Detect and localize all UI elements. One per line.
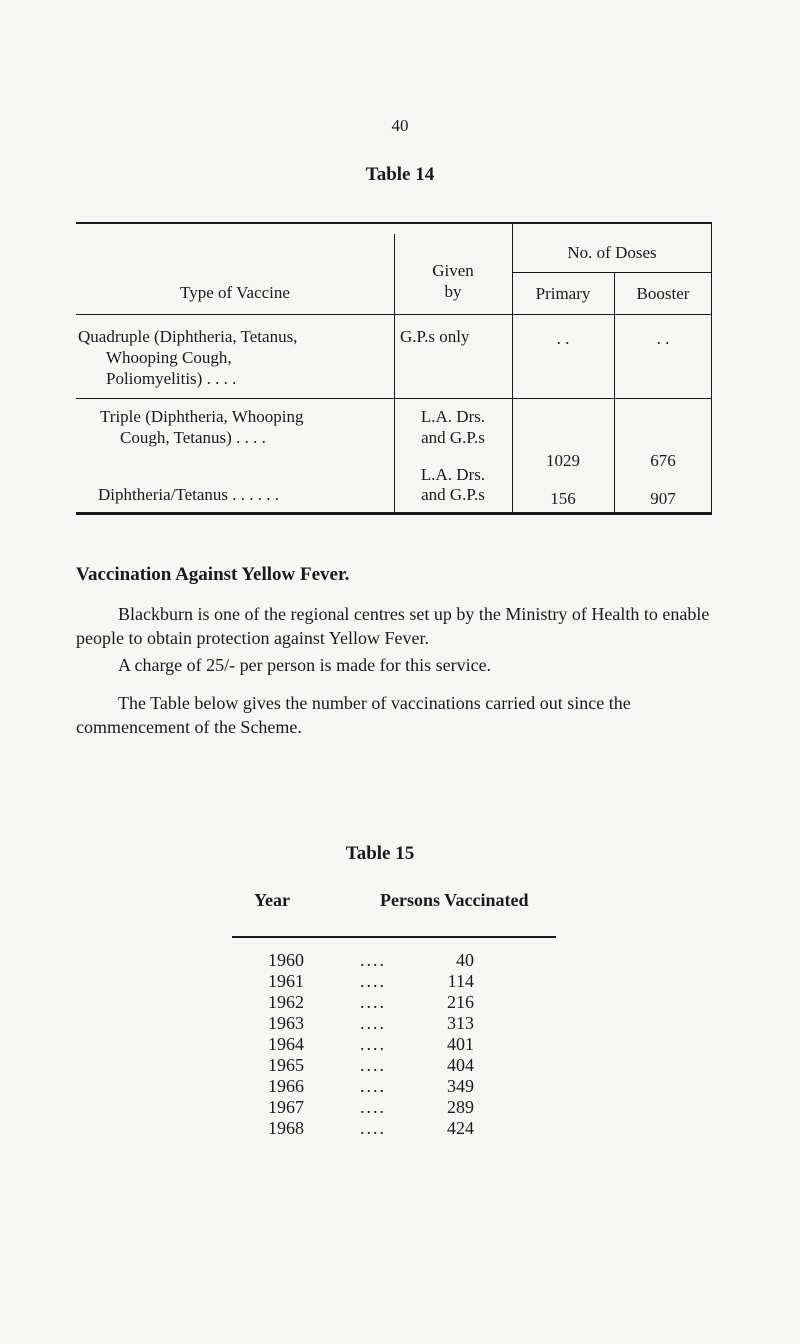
table-rule	[76, 222, 712, 224]
table-row	[0, 971, 800, 992]
row-3-type-line-1: Diphtheria/Tetanus . . . . . .	[98, 485, 280, 504]
dot-leader: ....	[360, 992, 386, 1012]
dot-leader: ....	[360, 971, 386, 991]
dot-leader: ....	[360, 1013, 386, 1033]
dot-leader: ....	[360, 1055, 386, 1075]
persons-cell: 313	[447, 1013, 474, 1033]
row-2-given-line-1: L.A. Drs.	[420, 407, 486, 426]
persons-cell: 404	[447, 1055, 474, 1075]
header-given: Given	[432, 261, 474, 280]
table-rule	[614, 272, 615, 514]
year-cell: 1964	[268, 1034, 304, 1054]
row-2-primary: 1029	[546, 451, 580, 470]
row-3-given-line-1: L.A. Drs.	[420, 465, 486, 484]
table-14-title: Table 14	[365, 164, 435, 185]
row-1-type-line-2: Whooping Cough,	[106, 348, 232, 367]
dot-leader: ....	[360, 1097, 386, 1117]
table-row	[0, 1076, 800, 1097]
dot-leader: ....	[360, 1076, 386, 1096]
dot-leader: ....	[360, 950, 386, 970]
table-rule	[232, 936, 556, 938]
table-row	[0, 1013, 800, 1034]
table-row	[0, 992, 800, 1013]
year-cell: 1963	[268, 1013, 304, 1033]
year-cell: 1966	[268, 1076, 304, 1096]
year-cell: 1967	[268, 1097, 304, 1117]
row-1-type-line-1: Quadruple (Diphtheria, Tetanus,	[78, 327, 298, 346]
header-persons-vaccinated: Persons Vaccinated	[380, 890, 529, 910]
row-2-given-line-2: and G.P.s	[421, 428, 485, 447]
header-booster: Booster	[636, 284, 690, 303]
header-year: Year	[254, 890, 290, 910]
persons-cell: 289	[447, 1097, 474, 1117]
table-row	[0, 1034, 800, 1055]
year-cell: 1961	[268, 971, 304, 991]
table-row	[0, 1055, 800, 1076]
persons-cell: 424	[447, 1118, 474, 1138]
row-2-type-line-2: Cough, Tetanus) . . . .	[120, 428, 266, 447]
page-number: 40	[391, 116, 409, 135]
year-cell: 1968	[268, 1118, 304, 1138]
table-row	[0, 1118, 800, 1139]
table-row	[0, 1097, 800, 1118]
persons-cell: 114	[447, 971, 474, 991]
header-primary: Primary	[535, 284, 591, 303]
row-1-type-line-3: Poliomyelitis) . . . .	[106, 369, 237, 388]
paragraph-1: Blackburn is one of the regional centres set up by the Ministry of Health to enable people to obtain protection against Yellow Fever.	[76, 604, 710, 648]
persons-cell: 401	[447, 1034, 474, 1054]
header-type-of-vaccine: Type of Vaccine	[180, 283, 290, 302]
persons-cell: 216	[447, 992, 474, 1012]
year-cell: 1965	[268, 1055, 304, 1075]
year-cell: 1962	[268, 992, 304, 1012]
row-3-primary: 156	[550, 489, 576, 508]
header-by: by	[444, 282, 462, 301]
row-1-given: G.P.s only	[400, 327, 470, 346]
table-14	[76, 222, 712, 514]
row-1-booster: . .	[656, 329, 670, 348]
header-no-of-doses: No. of Doses	[567, 243, 657, 262]
dot-leader: ....	[360, 1034, 386, 1054]
table-15-title: Table 15	[345, 843, 415, 864]
row-1-primary: . .	[556, 329, 570, 348]
persons-cell: 40	[456, 950, 474, 970]
paragraph-2: A charge of 25/- per person is made for this service.	[118, 655, 492, 675]
persons-cell: 349	[447, 1076, 474, 1096]
table-row	[0, 950, 800, 971]
section-heading: Vaccination Against Yellow Fever.	[76, 564, 350, 585]
row-2-type-line-1: Triple (Diphtheria, Whooping	[100, 407, 304, 426]
paragraph-3: The Table below gives the number of vaccinations carried out since the commencement of the Scheme.	[76, 693, 631, 737]
row-2-booster: 676	[650, 451, 676, 470]
row-3-given-line-2: and G.P.s	[421, 485, 485, 504]
table-rule	[512, 272, 712, 273]
year-cell: 1960	[268, 950, 304, 970]
dot-leader: ....	[360, 1118, 386, 1138]
row-3-booster: 907	[650, 489, 676, 508]
